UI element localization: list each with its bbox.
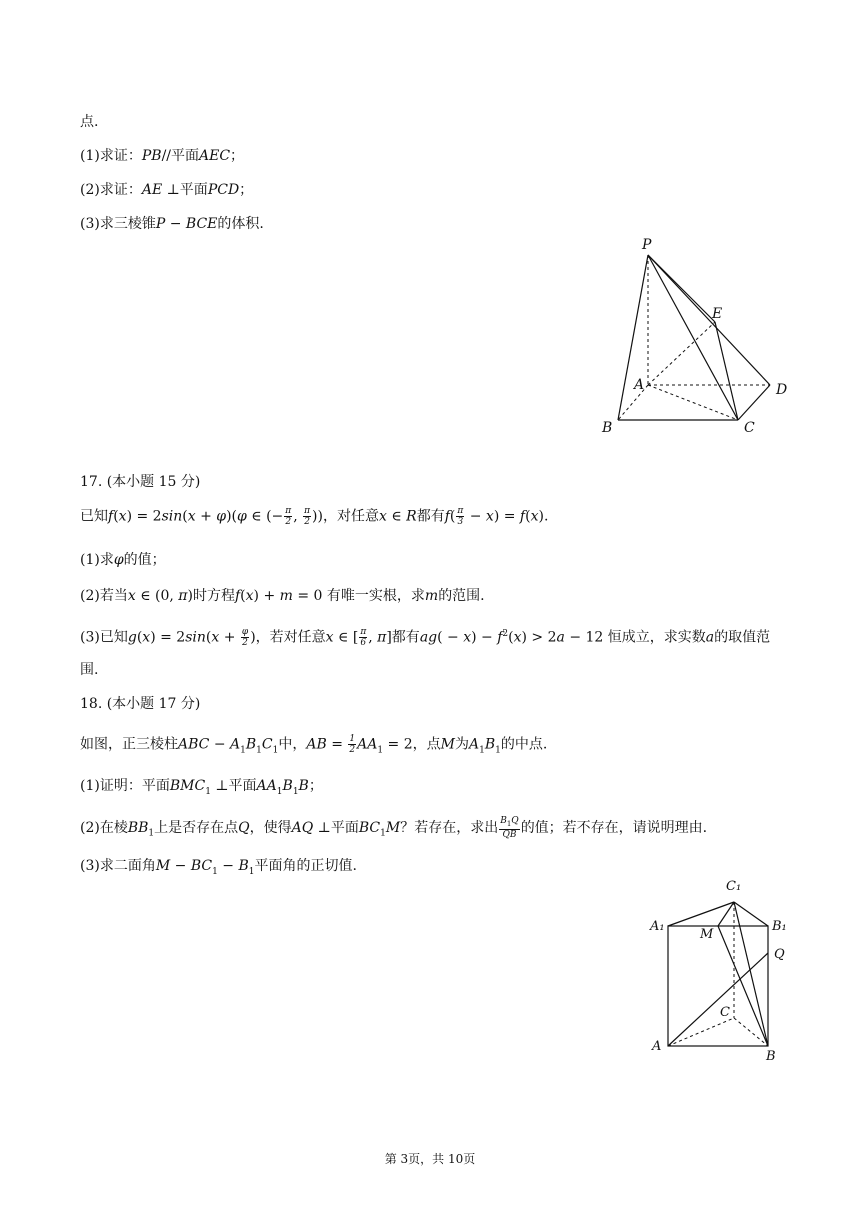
q18-header — [80, 694, 200, 714]
label-A: A — [652, 1039, 662, 1054]
label-D: D — [776, 382, 788, 398]
label-B1: B₁ — [772, 919, 787, 934]
q17-header-text: 17. (本小题 15 分) — [80, 474, 201, 490]
q16-part1: (1)求证：PB//平面AEC； — [80, 148, 245, 164]
label-C1: C₁ — [726, 879, 742, 894]
page-footer — [0, 1150, 860, 1167]
pyramid-figure — [590, 230, 800, 440]
q17-part3-cont: 围. — [80, 662, 99, 678]
q17-header — [80, 472, 200, 492]
label-C: C — [744, 420, 755, 436]
label-E: E — [712, 306, 723, 322]
q18-part2: (2)在棱$BB_1$上是否存在点Q，使得AQ ⊥平面$BC_1M$？若存在，求出 $\frac{B_1Q}{QB}$ 的值；若不存在，请说明理由. — [80, 816, 708, 840]
q16-tail-text: 点. — [80, 114, 99, 130]
q17-part2: (2)若当x ∈ (0, π)时方程f(x) + m = 0 有唯一实根，求m的范围. — [80, 588, 485, 604]
label-A1: A₁ — [650, 919, 665, 934]
q16-part3: (3)求三棱锥P − BCE的体积. — [80, 216, 264, 232]
q18-stem: 如图，正三棱柱ABC − $A_1B_1C_1$中，AB = $\frac{1}{2}$ $AA_1 = 2$，点M为$A_1B_1$的中点. — [80, 734, 548, 756]
q16-tail — [80, 112, 98, 132]
q17-part1: (1)求φ的值； — [80, 552, 166, 568]
label-B: B — [602, 420, 613, 436]
label-B: B — [766, 1049, 776, 1064]
q17-part3: (3)已知g(x) = 2sin(x + $\frac{\varphi}{2}$ )，若对任意x ∈ [ $\frac{\pi}{6}$ , π]都有$ag( - x) - f^2(x) > 2a - 12$ 恒成立，求实数a的取值范 — [80, 627, 771, 649]
q18-header-text: 18. (本小题 17 分) — [80, 696, 201, 712]
q18-part3: (3)求二面角$M - BC_1 - B_1$平面角的正切值. — [80, 858, 357, 877]
prism-figure — [640, 870, 800, 1070]
q18-part1: (1)证明：平面$BMC_1$ ⊥平面$AA_1B_1B$； — [80, 778, 323, 797]
label-A: A — [634, 377, 645, 393]
page-number: 第 3页，共 10页 — [384, 1152, 476, 1166]
label-M: M — [700, 927, 714, 942]
label-C: C — [720, 1005, 730, 1020]
q17-stem: 已知f(x) = 2sin(x + φ)(φ ∈ (− $\frac{\pi}{2}$ , $\frac{\pi}{2}$ ))，对任意x ∈ R都有f( $\frac{\pi}{3}$ − x) = f(x). — [80, 506, 549, 527]
q16-part2: (2)求证：AE ⊥平面PCD； — [80, 182, 254, 198]
label-P: P — [642, 237, 652, 253]
label-Q: Q — [774, 947, 785, 962]
